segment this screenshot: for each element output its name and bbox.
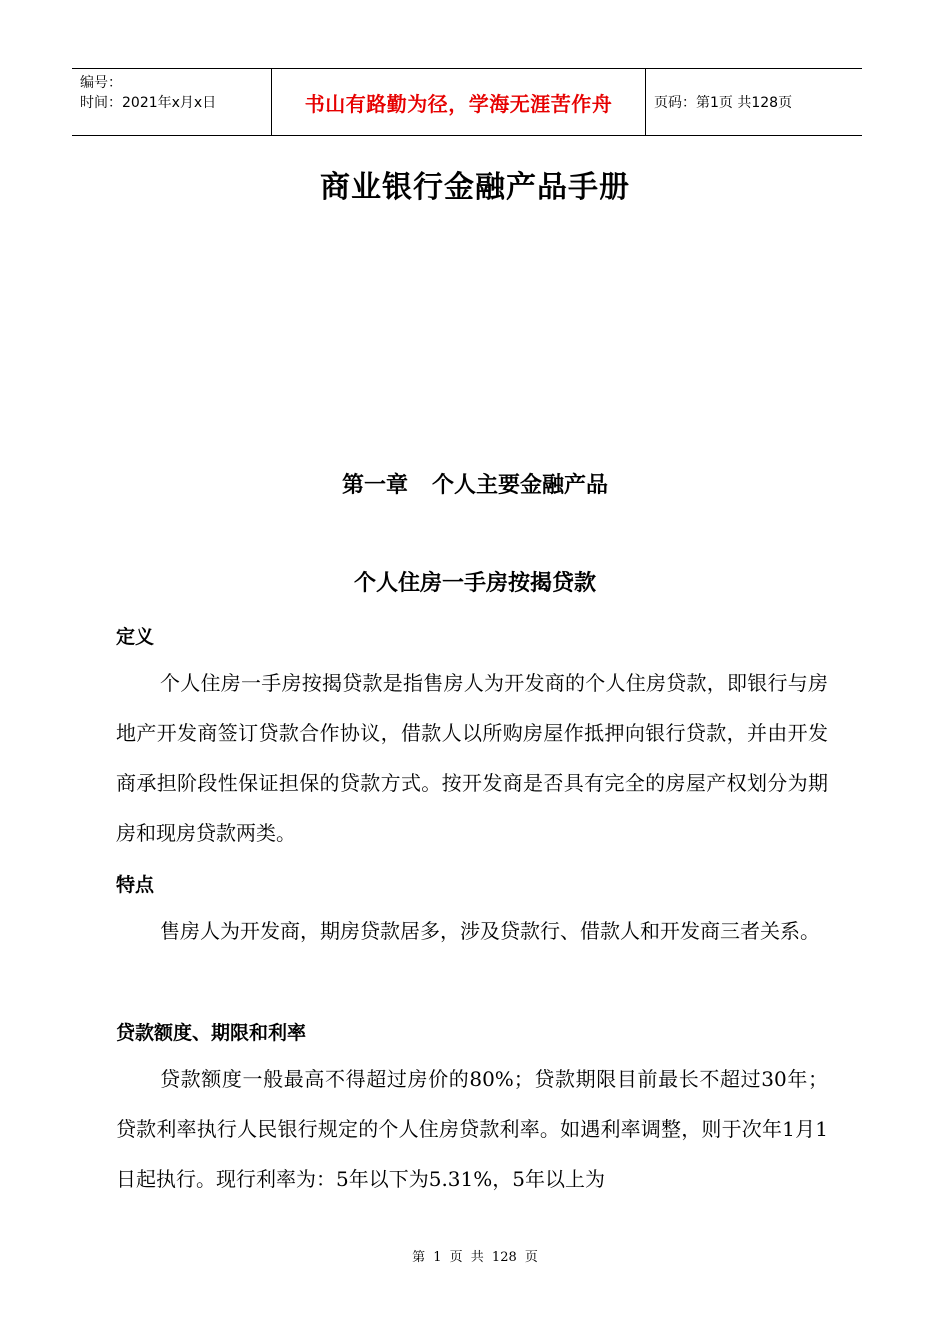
page-header bbox=[72, 68, 862, 136]
chapter-heading bbox=[0, 468, 950, 499]
document-title: 商业银行金融产品手册 bbox=[320, 170, 630, 205]
definition-heading: 定义 bbox=[116, 626, 155, 648]
document-time-label: 时间：2021年x月x日 bbox=[80, 95, 217, 111]
header-meta bbox=[72, 69, 272, 135]
features-heading: 特点 bbox=[116, 874, 155, 896]
features-text: 售房人为开发商，期房贷款居多，涉及贷款行、借款人和开发商三者关系。 bbox=[160, 919, 820, 943]
header-page-info: 页码：第1页 共128页 bbox=[654, 95, 793, 111]
terms-heading: 贷款额度、期限和利率 bbox=[116, 1022, 307, 1044]
chapter-number: 第一章 bbox=[341, 473, 408, 498]
header-motto: 书山有路勤为径，学海无涯苦作舟 bbox=[272, 69, 646, 135]
terms-text: 贷款额度一般最高不得超过房价的80%；贷款期限目前最长不超过30年；贷款利率执行人民银行规定的个人住房贷款利率。如遇利率调整，则于次年1月1日起执行。现行利率为：5年以下为5.31%，5年以上为 bbox=[116, 1067, 828, 1191]
product-title: 个人住房一手房按揭贷款 bbox=[353, 571, 596, 596]
document-number-label: 编号： bbox=[80, 75, 122, 91]
definition-text: 个人住房一手房按揭贷款是指售房人为开发商的个人住房贷款，即银行与房地产开发商签订贷款合作协议，借款人以所购房屋作抵押向银行贷款，并由开发商承担阶段性保证担保的贷款方式。按开发商是否具有完全的房屋产权划分为期房和现房贷款两类。 bbox=[116, 671, 828, 845]
page-footer: 第 1 页 共 128 页 bbox=[412, 1250, 538, 1265]
chapter-title: 个人主要金融产品 bbox=[432, 473, 609, 498]
